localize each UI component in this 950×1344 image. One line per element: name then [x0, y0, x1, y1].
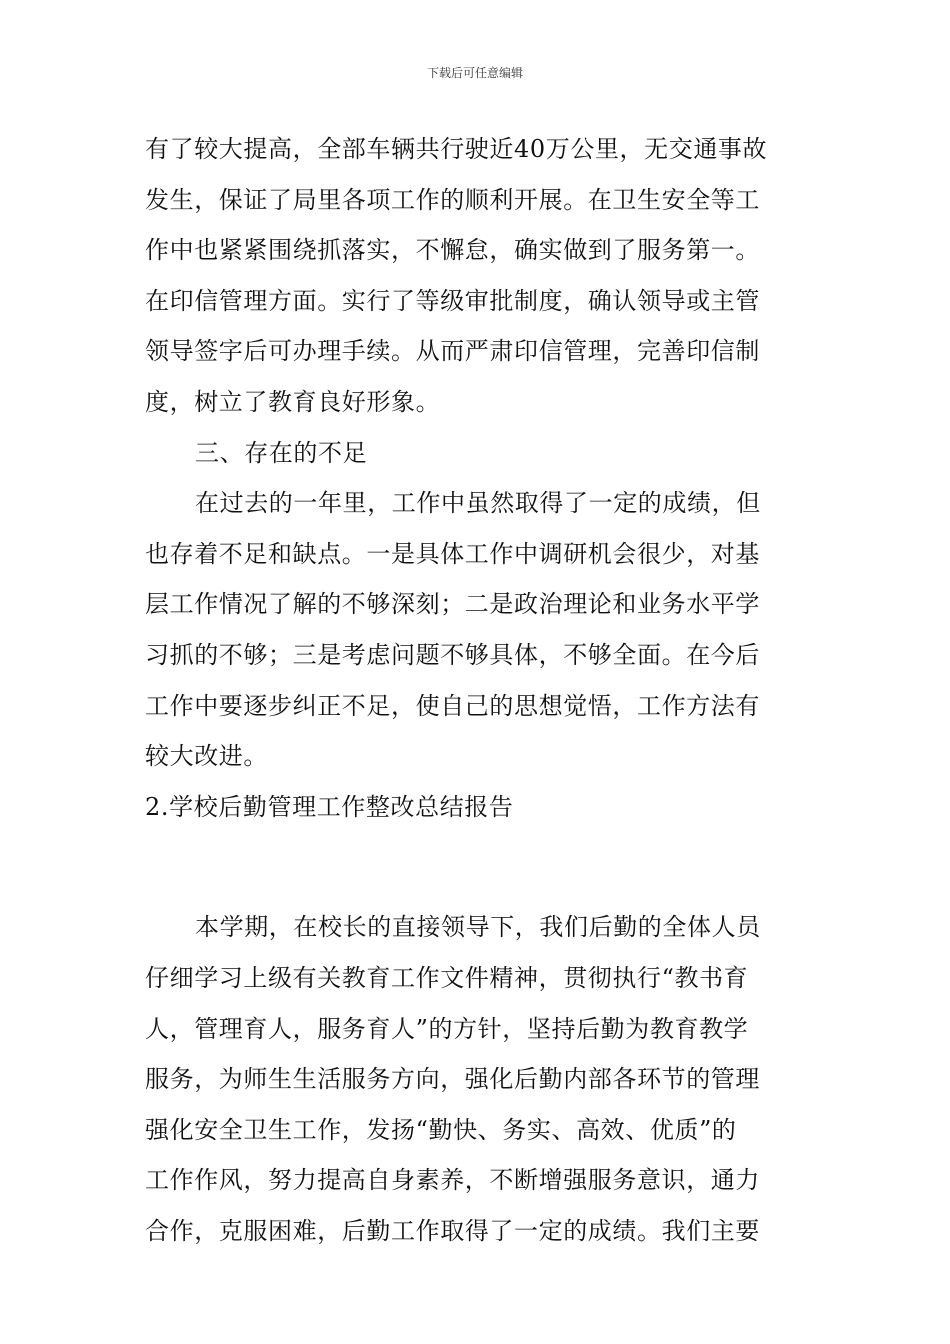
spacer	[145, 832, 817, 902]
text-line: 在印信管理方面。实行了等级审批制度，确认领导或主管	[145, 286, 760, 315]
text-line: 在过去的一年里，工作中虽然取得了一定的成绩，但	[195, 489, 761, 518]
report-title: 2.学校后勤管理工作整改总结报告	[145, 792, 514, 821]
text-line: 工作中要逐步纠正不足，使自己的思想觉悟，工作方法有	[145, 691, 760, 720]
text-line: 有了较大提高，全部车辆共行驶近40万公里，无交通事故	[145, 135, 768, 163]
text-line: 强化安全卫生工作，发扬“勤快、务实、高效、优质”的	[145, 1115, 737, 1144]
text-line: 发生，保证了局里各项工作的顺利开展。在卫生安全等工	[145, 185, 760, 214]
document-body	[145, 124, 817, 1256]
text-line: 人，管理育人，服务育人”的方针，坚持后勤为教育教学	[145, 1014, 749, 1043]
text-line: 仔细学习上级有关教育工作文件精神，贯彻执行“教书育	[145, 963, 749, 992]
text-line: 服务，为师生生活服务方向，强化后勤内部各环节的管理	[145, 1065, 760, 1094]
text-line: 作中也紧紧围绕抓落实，不懈怠，确实做到了服务第一。	[145, 236, 760, 265]
section-heading: 三、存在的不足	[195, 438, 368, 467]
text-line: 工作作风，努力提高自身素养，不断增强服务意识，通力	[145, 1166, 760, 1195]
text-line: 习抓的不够；三是考虑问题不够具体，不够全面。在今后	[145, 640, 760, 669]
text-line: 较大改进。	[145, 742, 268, 771]
text-line: 合作，克服困难，后勤工作取得了一定的成绩。我们主要	[145, 1216, 760, 1245]
text-line: 层工作情况了解的不够深刻；二是政治理论和业务水平学	[145, 590, 760, 619]
text-line: 也存着不足和缺点。一是具体工作中调研机会很少，对基	[145, 539, 760, 568]
text-line: 本学期，在校长的直接领导下，我们后勤的全体人员	[195, 913, 761, 942]
page-header: 下载后可任意编辑	[426, 66, 523, 80]
text-line: 领导签字后可办理手续。从而严肃印信管理，完善印信制	[145, 337, 760, 366]
text-line: 度，树立了教育良好形象。	[145, 387, 441, 416]
